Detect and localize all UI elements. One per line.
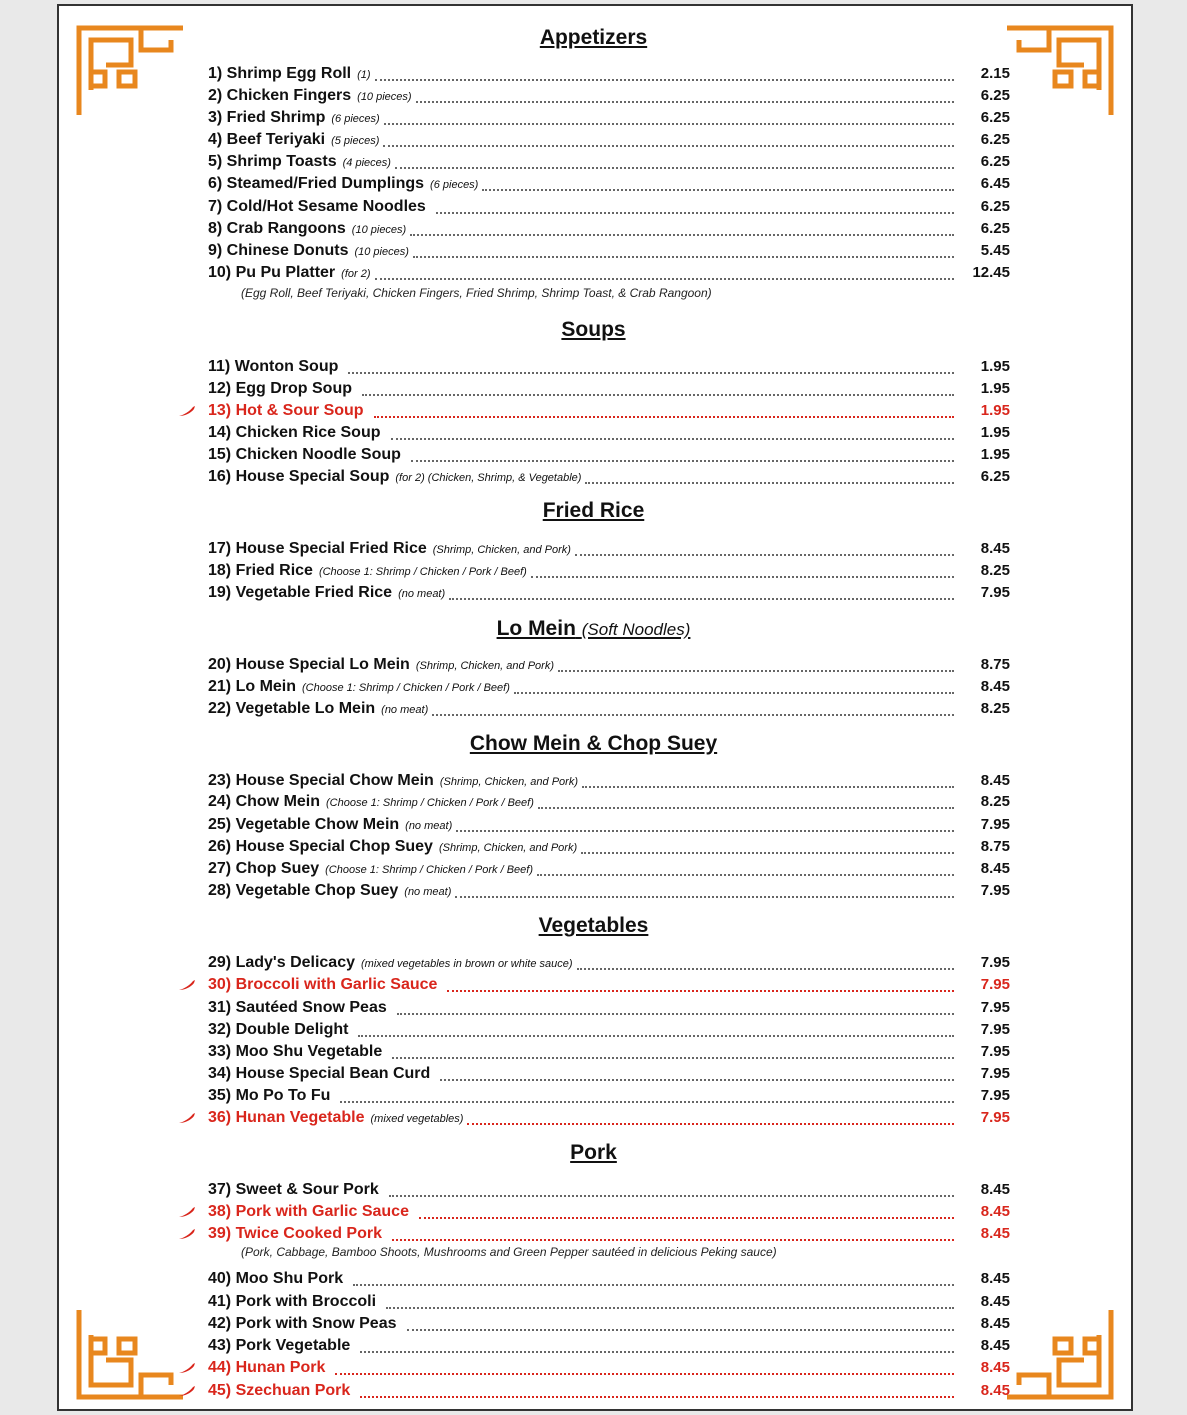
menu-item-name: 12) Egg Drop Soup <box>208 380 352 397</box>
menu-item-price: 8.45 <box>980 772 1010 789</box>
menu-item-note: (Choose 1: Shrimp / Chicken / Pork / Beef) <box>318 566 527 578</box>
leader-dots <box>348 372 954 374</box>
leader-dots <box>531 576 954 578</box>
leader-dots <box>353 1284 954 1286</box>
menu-item-note: (1) <box>357 69 371 81</box>
menu-item-row <box>208 129 1010 151</box>
menu-item-price: 1.95 <box>980 358 1010 375</box>
leader-dots <box>514 692 954 694</box>
menu-item-row <box>208 1335 1010 1357</box>
leader-dots <box>384 123 954 125</box>
leader-dots <box>467 1123 954 1125</box>
menu-item-note: (Choose 1: Shrimp / Chicken / Pork / Beef) <box>325 864 534 876</box>
menu-item-price: 7.95 <box>980 999 1010 1016</box>
menu-item-price: 6.25 <box>980 198 1010 215</box>
hot-pepper-icon <box>178 979 196 991</box>
menu-item-name: 7) Cold/Hot Sesame Noodles <box>208 198 426 215</box>
menu-item-name: 14) Chicken Rice Soup <box>208 424 381 441</box>
menu-item-price: 6.45 <box>980 175 1010 192</box>
menu-item-price: 8.75 <box>980 838 1010 855</box>
section-title-appetizers: Appetizers <box>539 26 648 49</box>
menu-item-name: 16) House Special Soup <box>208 468 390 485</box>
hot-pepper-icon <box>178 1228 196 1240</box>
menu-item-row <box>208 466 1010 488</box>
menu-item-row <box>208 952 1010 974</box>
leader-dots <box>581 852 954 854</box>
menu-item-price: 7.95 <box>980 1021 1010 1038</box>
leader-dots <box>374 416 954 418</box>
menu-item-row <box>208 538 1010 560</box>
menu-item-note: (no meat) <box>381 704 429 716</box>
menu-item-note: (for 2) (Chicken, Shrimp, & Vegetable) <box>395 472 582 484</box>
menu-item-price: 7.95 <box>980 584 1010 601</box>
menu-item-name: 34) House Special Bean Curd <box>208 1065 431 1082</box>
menu-item-name: 32) Double Delight <box>208 1021 349 1038</box>
menu-item-row <box>208 1179 1010 1201</box>
menu-item-name: 40) Moo Shu Pork <box>208 1270 344 1287</box>
menu-item-name: 15) Chicken Noodle Soup <box>208 446 401 463</box>
menu-item-price: 7.95 <box>980 1043 1010 1060</box>
menu-item-note: (10 pieces) <box>357 91 412 103</box>
menu-item-name: 33) Moo Shu Vegetable <box>208 1043 383 1060</box>
menu-item-name: 6) Steamed/Fried Dumplings <box>208 175 425 192</box>
menu-item-price: 2.15 <box>980 65 1010 82</box>
menu-item-name: 17) House Special Fried Rice <box>208 540 427 557</box>
section-title-pork: Pork <box>570 1141 617 1164</box>
leader-dots <box>416 101 954 103</box>
menu-item-row <box>208 422 1010 444</box>
menu-item-note: (Shrimp, Chicken, and Pork) <box>432 544 571 556</box>
menu-item-row <box>208 997 1010 1019</box>
menu-item-name: 11) Wonton Soup <box>208 358 339 375</box>
leader-dots <box>419 1217 954 1219</box>
menu-item-price: 7.95 <box>980 882 1010 899</box>
menu-item-row <box>208 400 1010 422</box>
menu-item-price: 1.95 <box>980 446 1010 463</box>
menu-item-note: (Choose 1: Shrimp / Chicken / Pork / Beef) <box>326 797 534 809</box>
section-title-soups: Soups <box>561 318 626 341</box>
menu-item-note: (no meat) <box>398 588 446 600</box>
menu-item-price: 8.45 <box>980 1270 1010 1287</box>
menu-item-price: 1.95 <box>980 402 1010 419</box>
menu-item-price: 1.95 <box>980 424 1010 441</box>
leader-dots <box>449 598 954 600</box>
menu-item-note: (4 pieces) <box>342 157 391 169</box>
leader-dots <box>577 968 954 970</box>
menu-item-price: 8.25 <box>980 562 1010 579</box>
menu-item-name: 24) Chow Mein <box>208 793 321 810</box>
menu-item-row <box>208 698 1010 720</box>
menu-item-row <box>208 1223 1010 1245</box>
menu-item-name: 43) Pork Vegetable <box>208 1337 351 1354</box>
menu-item-name: 37) Sweet & Sour Pork <box>208 1181 379 1198</box>
menu-item-price: 8.45 <box>980 540 1010 557</box>
hot-pepper-icon <box>178 1362 196 1374</box>
menu-item-price: 8.45 <box>980 860 1010 877</box>
menu-item-price: 6.25 <box>980 131 1010 148</box>
menu-item-row <box>208 770 1010 792</box>
menu-item-name: 44) Hunan Pork <box>208 1359 326 1376</box>
menu-item-price: 7.95 <box>980 976 1010 993</box>
menu-item-price: 6.25 <box>980 220 1010 237</box>
menu-item-note: (6 pieces) <box>430 179 479 191</box>
leader-dots <box>389 1195 954 1197</box>
leader-dots <box>383 145 954 147</box>
menu-item-row <box>208 1313 1010 1335</box>
menu-item-name: 20) House Special Lo Mein <box>208 656 410 673</box>
menu-item-row <box>208 1380 1010 1402</box>
menu-item-row <box>208 1019 1010 1041</box>
menu-item-note: (10 pieces) <box>351 224 407 236</box>
menu-item-note: (Shrimp, Chicken, and Pork) <box>438 842 578 854</box>
leader-dots <box>395 167 954 169</box>
twice-cooked-pork-description: (Pork, Cabbage, Bamboo Shoots, Mushrooms and Green Pepper sautéed in delicious Peking sauce) <box>241 1245 777 1259</box>
menu-item-price: 8.45 <box>980 1225 1010 1242</box>
menu-item-price: 8.25 <box>980 793 1010 810</box>
leader-dots <box>335 1373 954 1375</box>
menu-item-price: 12.45 <box>972 264 1010 281</box>
menu-item-row <box>208 1357 1010 1379</box>
menu-item-price: 8.45 <box>980 1359 1010 1376</box>
menu-item-row <box>208 262 1010 284</box>
menu-item-name: 26) House Special Chop Suey <box>208 838 433 855</box>
leader-dots <box>575 554 954 556</box>
menu-item-note: (mixed vegetables in brown or white sauce) <box>361 958 573 970</box>
menu-item-price: 7.95 <box>980 816 1010 833</box>
menu-item-row <box>208 582 1010 604</box>
leader-dots <box>558 670 954 672</box>
leader-dots <box>411 460 954 462</box>
menu-item-name: 4) Beef Teriyaki <box>208 131 326 148</box>
menu-item-row <box>208 151 1010 173</box>
menu-item-price: 8.45 <box>980 1337 1010 1354</box>
menu-item-price: 6.25 <box>980 109 1010 126</box>
leader-dots <box>537 874 954 876</box>
menu-item-row <box>208 1201 1010 1223</box>
menu-item-row <box>208 676 1010 698</box>
leader-dots <box>582 786 954 788</box>
menu-item-price: 7.95 <box>980 1065 1010 1082</box>
menu-item-row <box>208 1107 1010 1129</box>
menu-item-name: 38) Pork with Garlic Sauce <box>208 1203 409 1220</box>
leader-dots <box>358 1035 954 1037</box>
menu-item-row <box>208 560 1010 582</box>
menu-item-name: 21) Lo Mein <box>208 678 297 695</box>
menu-item-row <box>208 107 1010 129</box>
menu-item-name: 19) Vegetable Fried Rice <box>208 584 393 601</box>
menu-item-name: 1) Shrimp Egg Roll <box>208 65 352 82</box>
corner-ornament-bottom-right <box>999 1305 1119 1405</box>
menu-item-name: 9) Chinese Donuts <box>208 242 349 259</box>
leader-dots <box>392 1057 954 1059</box>
menu-item-note: (no meat) <box>405 820 453 832</box>
menu-item-price: 8.25 <box>980 700 1010 717</box>
menu-item-name: 35) Mo Po To Fu <box>208 1087 331 1104</box>
hot-pepper-icon <box>178 1385 196 1397</box>
leader-dots <box>482 189 954 191</box>
menu-item-row <box>208 1085 1010 1107</box>
menu-item-note: (mixed vegetables) <box>370 1113 464 1125</box>
menu-item-name: 13) Hot & Sour Soup <box>208 402 364 419</box>
menu-item-name: 8) Crab Rangoons <box>208 220 346 237</box>
leader-dots <box>386 1307 954 1309</box>
menu-item-price: 1.95 <box>980 380 1010 397</box>
hot-pepper-icon <box>178 405 196 417</box>
menu-item-name: 41) Pork with Broccoli <box>208 1293 377 1310</box>
leader-dots <box>375 79 954 81</box>
menu-item-name: 45) Szechuan Pork <box>208 1382 351 1399</box>
menu-item-price: 7.95 <box>980 1087 1010 1104</box>
menu-item-price: 6.25 <box>980 153 1010 170</box>
leader-dots <box>362 394 954 396</box>
menu-item-row <box>208 1291 1010 1313</box>
menu-item-price: 8.45 <box>980 678 1010 695</box>
menu-item-price: 6.25 <box>980 87 1010 104</box>
section-title-fried-rice: Fried Rice <box>542 499 645 522</box>
menu-item-row <box>208 356 1010 378</box>
menu-item-name: 36) Hunan Vegetable <box>208 1109 365 1126</box>
menu-item-row <box>208 836 1010 858</box>
leader-dots <box>585 482 954 484</box>
leader-dots <box>340 1101 954 1103</box>
menu-item-name: 23) House Special Chow Mein <box>208 772 434 789</box>
menu-item-row <box>208 378 1010 400</box>
menu-item-note: (5 pieces) <box>331 135 380 147</box>
menu-item-row <box>208 63 1010 85</box>
menu-item-note: (for 2) <box>341 268 371 280</box>
leader-dots <box>413 256 954 258</box>
menu-item-row <box>208 444 1010 466</box>
menu-item-price: 8.45 <box>980 1382 1010 1399</box>
corner-ornament-bottom-left <box>71 1305 191 1405</box>
section-title-vegetables: Vegetables <box>538 914 649 937</box>
section-title-chow-mein: Chow Mein & Chop Suey <box>469 732 718 755</box>
menu-item-row <box>208 173 1010 195</box>
leader-dots <box>410 234 954 236</box>
menu-item-row <box>208 218 1010 240</box>
menu-item-price: 8.45 <box>980 1293 1010 1310</box>
leader-dots <box>392 1239 954 1241</box>
pu-pu-platter-description: (Egg Roll, Beef Teriyaki, Chicken Fingers, Fried Shrimp, Shrimp Toast, & Crab Rangoon) <box>241 286 712 300</box>
menu-item-row <box>208 1268 1010 1290</box>
menu-item-row <box>208 814 1010 836</box>
leader-dots <box>447 990 954 992</box>
menu-item-name: 31) Sautéed Snow Peas <box>208 999 387 1016</box>
menu-item-name: 18) Fried Rice <box>208 562 313 579</box>
menu-item-row <box>208 654 1010 676</box>
menu-item-price: 6.25 <box>980 468 1010 485</box>
leader-dots <box>360 1396 954 1398</box>
lo-mein-subtitle: (Soft Noodles) <box>581 620 691 639</box>
leader-dots <box>538 807 954 809</box>
menu-item-row <box>208 880 1010 902</box>
menu-item-name: 3) Fried Shrimp <box>208 109 326 126</box>
menu-item-row <box>208 85 1010 107</box>
menu-item-price: 8.45 <box>980 1203 1010 1220</box>
hot-pepper-icon <box>178 1112 196 1124</box>
leader-dots <box>432 714 954 716</box>
leader-dots <box>407 1329 955 1331</box>
leader-dots <box>397 1013 954 1015</box>
section-title-lo-mein <box>0 617 1187 641</box>
menu-item-row <box>208 196 1010 218</box>
lo-mein-title: Lo Mein <box>496 617 576 640</box>
menu-item-row <box>208 858 1010 880</box>
menu-item-row <box>208 1063 1010 1085</box>
menu-item-name: 39) Twice Cooked Pork <box>208 1225 382 1242</box>
menu-item-note: (10 pieces) <box>354 246 409 258</box>
leader-dots <box>440 1079 954 1081</box>
menu-item-price: 8.45 <box>980 1181 1010 1198</box>
menu-item-name: 28) Vegetable Chop Suey <box>208 882 399 899</box>
leader-dots <box>391 438 955 440</box>
menu-item-row <box>208 1041 1010 1063</box>
menu-item-price: 8.75 <box>980 656 1010 673</box>
menu-item-price: 7.95 <box>980 954 1010 971</box>
menu-item-name: 42) Pork with Snow Peas <box>208 1315 397 1332</box>
menu-item-name: 22) Vegetable Lo Mein <box>208 700 376 717</box>
menu-item-name: 29) Lady's Delicacy <box>208 954 355 971</box>
menu-item-name: 27) Chop Suey <box>208 860 320 877</box>
menu-item-price: 8.45 <box>980 1315 1010 1332</box>
leader-dots <box>360 1351 954 1353</box>
menu-item-note: (Choose 1: Shrimp / Chicken / Pork / Beef) <box>302 682 510 694</box>
leader-dots <box>375 278 955 280</box>
hot-pepper-icon <box>178 1206 196 1218</box>
menu-item-row <box>208 974 1010 996</box>
menu-item-name: 2) Chicken Fingers <box>208 87 352 104</box>
menu-item-name: 30) Broccoli with Garlic Sauce <box>208 976 438 993</box>
menu-item-row <box>208 240 1010 262</box>
menu-item-name: 25) Vegetable Chow Mein <box>208 816 400 833</box>
menu-item-note: (Shrimp, Chicken, and Pork) <box>415 660 554 672</box>
leader-dots <box>456 830 954 832</box>
menu-item-note: (no meat) <box>404 886 452 898</box>
menu-item-note: (Shrimp, Chicken, and Pork) <box>439 776 578 788</box>
menu-item-note: (6 pieces) <box>331 113 380 125</box>
menu-item-row <box>208 791 1010 813</box>
menu-item-name: 5) Shrimp Toasts <box>208 153 337 170</box>
menu-item-price: 5.45 <box>980 242 1010 259</box>
menu-item-name: 10) Pu Pu Platter <box>208 264 336 281</box>
leader-dots <box>455 896 954 898</box>
menu-item-price: 7.95 <box>980 1109 1010 1126</box>
leader-dots <box>436 212 954 214</box>
